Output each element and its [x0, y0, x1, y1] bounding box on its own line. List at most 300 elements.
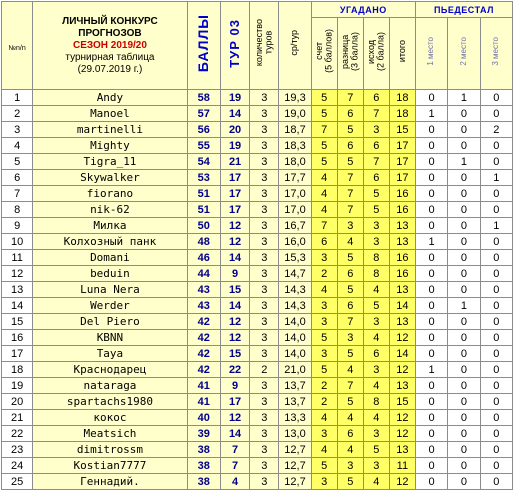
tour03-points-cell: 19 — [220, 138, 249, 154]
average-per-tour-cell: 14,0 — [279, 314, 311, 330]
total-points-cell: 55 — [187, 138, 220, 154]
tour03-points-cell: 17 — [220, 202, 249, 218]
first-place-count-cell: 0 — [415, 330, 447, 346]
average-per-tour-cell: 21,0 — [279, 362, 311, 378]
tour03-points-cell: 15 — [220, 282, 249, 298]
tour03-column-header: ТУР 03 — [220, 2, 249, 90]
guessed-score-cell: 5 — [311, 154, 337, 170]
third-place-count-cell: 0 — [480, 90, 512, 106]
average-per-tour-cell: 13,3 — [279, 410, 311, 426]
guessed-total-cell: 13 — [389, 378, 415, 394]
guessed-difference-cell: 7 — [337, 314, 363, 330]
row-number-cell: 1 — [2, 90, 33, 106]
tour03-points-cell: 15 — [220, 346, 249, 362]
row-number-cell: 7 — [2, 186, 33, 202]
first-place-count-cell: 0 — [415, 202, 447, 218]
participant-name-cell: martinelli — [33, 122, 187, 138]
tour03-points-cell: 7 — [220, 458, 249, 474]
guessed-total-cell: 16 — [389, 186, 415, 202]
guessed-outcome-cell: 3 — [363, 362, 389, 378]
guessed-difference-cell: 6 — [337, 106, 363, 122]
guessed-difference-cell: 5 — [337, 394, 363, 410]
average-per-tour-cell: 12,7 — [279, 474, 311, 490]
third-place-count-cell: 0 — [480, 186, 512, 202]
table-row — [2, 394, 513, 410]
table-row — [2, 170, 513, 186]
guessed-outcome-cell: 8 — [363, 266, 389, 282]
row-number-cell: 15 — [2, 314, 33, 330]
title-line-2: ПРОГНОЗОВ — [78, 27, 142, 39]
tours-count-cell: 3 — [250, 458, 279, 474]
table-row — [2, 282, 513, 298]
third-place-count-cell: 0 — [480, 474, 512, 490]
total-points-cell: 56 — [187, 122, 220, 138]
second-place-count-cell: 0 — [448, 346, 480, 362]
guessed-score-cell: 2 — [311, 394, 337, 410]
guessed-total-cell: 18 — [389, 106, 415, 122]
tour03-points-cell: 19 — [220, 90, 249, 106]
second-place-count-cell: 0 — [448, 186, 480, 202]
second-place-count-cell: 0 — [448, 378, 480, 394]
second-place-count-cell: 0 — [448, 362, 480, 378]
guessed-group-header: УГАДАНО — [311, 2, 415, 18]
participant-name-cell: Werder — [33, 298, 187, 314]
guessed-outcome-cell: 6 — [363, 346, 389, 362]
total-column-header: итого — [389, 18, 415, 90]
guessed-outcome-cell: 3 — [363, 234, 389, 250]
guessed-difference-cell: 5 — [337, 250, 363, 266]
total-points-cell: 38 — [187, 458, 220, 474]
guessed-outcome-cell: 6 — [363, 90, 389, 106]
guessed-difference-cell: 4 — [337, 362, 363, 378]
row-number-cell: 8 — [2, 202, 33, 218]
guessed-score-cell: 3 — [311, 474, 337, 490]
standings-table — [1, 1, 513, 490]
total-points-cell: 57 — [187, 106, 220, 122]
total-points-cell: 38 — [187, 442, 220, 458]
table-row — [2, 474, 513, 490]
tours-count-cell: 3 — [250, 90, 279, 106]
guessed-score-cell: 4 — [311, 410, 337, 426]
first-place-count-cell: 0 — [415, 298, 447, 314]
row-number-cell: 11 — [2, 250, 33, 266]
tour03-points-cell: 17 — [220, 394, 249, 410]
second-place-count-cell: 1 — [448, 298, 480, 314]
average-per-tour-cell: 13,7 — [279, 394, 311, 410]
third-place-count-cell: 0 — [480, 266, 512, 282]
first-place-count-cell: 0 — [415, 346, 447, 362]
third-place-count-cell: 0 — [480, 394, 512, 410]
first-place-count-cell: 0 — [415, 154, 447, 170]
third-place-count-cell: 0 — [480, 138, 512, 154]
tours-count-cell: 3 — [250, 170, 279, 186]
third-place-count-cell: 0 — [480, 346, 512, 362]
guessed-outcome-cell: 3 — [363, 122, 389, 138]
tours-count-cell: 3 — [250, 122, 279, 138]
table-row — [2, 138, 513, 154]
average-per-tour-cell: 14,3 — [279, 298, 311, 314]
table-row — [2, 442, 513, 458]
third-place-count-cell: 0 — [480, 410, 512, 426]
guessed-total-cell: 16 — [389, 202, 415, 218]
guessed-total-cell: 18 — [389, 90, 415, 106]
guessed-difference-cell: 5 — [337, 346, 363, 362]
row-number-cell: 10 — [2, 234, 33, 250]
average-per-tour-cell: 13,7 — [279, 378, 311, 394]
second-place-count-cell: 0 — [448, 250, 480, 266]
first-place-count-cell: 1 — [415, 106, 447, 122]
participant-name-cell: кокос — [33, 410, 187, 426]
guessed-total-cell: 12 — [389, 474, 415, 490]
guessed-outcome-cell: 5 — [363, 442, 389, 458]
average-per-tour-cell: 16,0 — [279, 234, 311, 250]
second-place-count-cell: 0 — [448, 106, 480, 122]
third-place-count-cell: 0 — [480, 106, 512, 122]
average-per-tour-cell: 14,0 — [279, 346, 311, 362]
guessed-difference-cell: 5 — [337, 474, 363, 490]
first-place-count-cell: 0 — [415, 282, 447, 298]
second-place-count-cell: 0 — [448, 394, 480, 410]
tour03-points-cell: 20 — [220, 122, 249, 138]
total-points-cell: 44 — [187, 266, 220, 282]
table-row — [2, 154, 513, 170]
participant-name-cell: Domani — [33, 250, 187, 266]
guessed-difference-cell: 7 — [337, 202, 363, 218]
guessed-outcome-cell: 5 — [363, 202, 389, 218]
guessed-difference-cell: 4 — [337, 234, 363, 250]
second-place-count-cell: 0 — [448, 474, 480, 490]
participant-name-cell: KBNN — [33, 330, 187, 346]
total-points-cell: 50 — [187, 218, 220, 234]
tours-count-cell: 3 — [250, 442, 279, 458]
guessed-outcome-cell: 4 — [363, 410, 389, 426]
participant-name-cell: Meatsich — [33, 426, 187, 442]
third-place-count-cell: 0 — [480, 442, 512, 458]
guessed-total-cell: 17 — [389, 154, 415, 170]
tours-count-cell: 3 — [250, 282, 279, 298]
tours-count-cell: 3 — [250, 218, 279, 234]
participant-name-cell: Taya — [33, 346, 187, 362]
total-points-cell: 48 — [187, 234, 220, 250]
tours-count-cell: 3 — [250, 474, 279, 490]
guessed-total-cell: 15 — [389, 394, 415, 410]
participant-name-cell: Andy — [33, 90, 187, 106]
tour03-points-cell: 12 — [220, 330, 249, 346]
tours-count-column-header: количество туров — [250, 2, 279, 90]
row-number-cell: 18 — [2, 362, 33, 378]
guessed-score-cell: 5 — [311, 138, 337, 154]
tours-count-cell: 3 — [250, 314, 279, 330]
guessed-difference-cell: 3 — [337, 218, 363, 234]
tours-count-cell: 3 — [250, 154, 279, 170]
first-place-column-header: 1 место — [415, 18, 447, 90]
total-points-cell: 41 — [187, 394, 220, 410]
first-place-count-cell: 0 — [415, 170, 447, 186]
guessed-outcome-cell: 4 — [363, 330, 389, 346]
average-per-tour-cell: 17,0 — [279, 186, 311, 202]
second-place-count-cell: 0 — [448, 314, 480, 330]
table-row — [2, 266, 513, 282]
total-points-cell: 42 — [187, 314, 220, 330]
guessed-outcome-cell: 3 — [363, 426, 389, 442]
second-place-count-cell: 0 — [448, 266, 480, 282]
participant-name-cell: Tigra_11 — [33, 154, 187, 170]
tour03-points-cell: 14 — [220, 250, 249, 266]
guessed-total-cell: 13 — [389, 442, 415, 458]
guessed-score-cell: 4 — [311, 442, 337, 458]
guessed-score-cell: 6 — [311, 234, 337, 250]
table-row — [2, 298, 513, 314]
guessed-total-cell: 15 — [389, 122, 415, 138]
first-place-count-cell: 1 — [415, 362, 447, 378]
guessed-outcome-cell: 6 — [363, 138, 389, 154]
title-line-1: ЛИЧНЫЙ КОНКУРС — [62, 15, 158, 27]
podium-group-header: ПЬЕДЕСТАЛ — [415, 2, 512, 18]
guessed-total-cell: 13 — [389, 282, 415, 298]
row-number-cell: 19 — [2, 378, 33, 394]
guessed-outcome-cell: 8 — [363, 394, 389, 410]
table-row — [2, 346, 513, 362]
average-per-tour-cell: 19,3 — [279, 90, 311, 106]
participant-name-cell: nik-62 — [33, 202, 187, 218]
tour03-points-cell: 17 — [220, 170, 249, 186]
guessed-outcome-cell: 5 — [363, 186, 389, 202]
guessed-difference-cell: 4 — [337, 442, 363, 458]
table-row — [2, 314, 513, 330]
standings-rows — [2, 90, 513, 490]
tours-count-cell: 3 — [250, 250, 279, 266]
participant-name-cell: spartachs1980 — [33, 394, 187, 410]
third-place-count-cell: 2 — [480, 122, 512, 138]
total-points-cell: 43 — [187, 298, 220, 314]
participant-name-cell: Kostian7777 — [33, 458, 187, 474]
first-place-count-cell: 0 — [415, 314, 447, 330]
guessed-total-cell: 12 — [389, 426, 415, 442]
row-number-cell: 20 — [2, 394, 33, 410]
tour03-points-cell: 9 — [220, 378, 249, 394]
row-number-cell: 9 — [2, 218, 33, 234]
guessed-difference-cell: 3 — [337, 458, 363, 474]
third-place-count-cell: 0 — [480, 250, 512, 266]
row-number-cell: 24 — [2, 458, 33, 474]
participant-name-cell: Luna Nera — [33, 282, 187, 298]
first-place-count-cell: 0 — [415, 474, 447, 490]
table-row — [2, 426, 513, 442]
third-place-count-cell: 0 — [480, 234, 512, 250]
average-per-tour-cell: 12,7 — [279, 458, 311, 474]
row-number-cell: 3 — [2, 122, 33, 138]
tours-count-cell: 3 — [250, 410, 279, 426]
row-number-cell: 22 — [2, 426, 33, 442]
tour03-points-cell: 14 — [220, 426, 249, 442]
tour03-points-cell: 14 — [220, 106, 249, 122]
row-number-cell: 14 — [2, 298, 33, 314]
guessed-score-cell: 3 — [311, 426, 337, 442]
guessed-score-cell: 3 — [311, 346, 337, 362]
first-place-count-cell: 0 — [415, 442, 447, 458]
guessed-total-cell: 16 — [389, 250, 415, 266]
second-place-count-cell: 1 — [448, 90, 480, 106]
third-place-count-cell: 0 — [480, 426, 512, 442]
guessed-score-cell: 4 — [311, 202, 337, 218]
guessed-outcome-cell: 4 — [363, 378, 389, 394]
guessed-score-cell: 5 — [311, 90, 337, 106]
guessed-difference-cell: 5 — [337, 282, 363, 298]
first-place-count-cell: 0 — [415, 218, 447, 234]
total-points-cell: 42 — [187, 362, 220, 378]
row-number-cell: 23 — [2, 442, 33, 458]
second-place-column-header: 2 место — [448, 18, 480, 90]
guessed-score-cell: 3 — [311, 250, 337, 266]
tours-count-cell: 3 — [250, 378, 279, 394]
total-points-cell: 40 — [187, 410, 220, 426]
tours-count-cell: 3 — [250, 266, 279, 282]
total-points-cell: 39 — [187, 426, 220, 442]
participant-name-cell: beduin — [33, 266, 187, 282]
participant-name-cell: Колхозный панк — [33, 234, 187, 250]
second-place-count-cell: 0 — [448, 234, 480, 250]
second-place-count-cell: 0 — [448, 202, 480, 218]
tours-count-cell: 3 — [250, 234, 279, 250]
guessed-score-cell: 4 — [311, 186, 337, 202]
second-place-count-cell: 0 — [448, 410, 480, 426]
difference-column-header: разница (3 балла) — [337, 18, 363, 90]
guessed-score-cell: 5 — [311, 458, 337, 474]
table-row — [2, 362, 513, 378]
table-row — [2, 378, 513, 394]
average-per-tour-cell: 18,0 — [279, 154, 311, 170]
tours-count-cell: 3 — [250, 106, 279, 122]
table-row — [2, 202, 513, 218]
tour03-points-cell: 14 — [220, 298, 249, 314]
guessed-outcome-cell: 7 — [363, 106, 389, 122]
tours-count-cell: 3 — [250, 330, 279, 346]
guessed-score-cell: 2 — [311, 266, 337, 282]
total-points-cell: 43 — [187, 282, 220, 298]
season-label: СЕЗОН 2019/20 — [72, 39, 147, 51]
second-place-count-cell: 0 — [448, 458, 480, 474]
guessed-difference-cell: 5 — [337, 154, 363, 170]
tour03-points-cell: 9 — [220, 266, 249, 282]
first-place-count-cell: 0 — [415, 138, 447, 154]
second-place-count-cell: 0 — [448, 442, 480, 458]
guessed-difference-cell: 3 — [337, 330, 363, 346]
guessed-difference-cell: 7 — [337, 90, 363, 106]
second-place-count-cell: 0 — [448, 330, 480, 346]
first-place-count-cell: 0 — [415, 410, 447, 426]
contest-title-block — [33, 2, 187, 90]
guessed-score-cell: 2 — [311, 378, 337, 394]
guessed-total-cell: 13 — [389, 314, 415, 330]
third-place-count-cell: 0 — [480, 362, 512, 378]
total-points-cell: 46 — [187, 250, 220, 266]
guessed-total-cell: 12 — [389, 330, 415, 346]
guessed-total-cell: 13 — [389, 234, 415, 250]
row-number-cell: 17 — [2, 346, 33, 362]
table-row — [2, 106, 513, 122]
guessed-total-cell: 12 — [389, 362, 415, 378]
participant-name-cell: Геннадий. — [33, 474, 187, 490]
guessed-difference-cell: 7 — [337, 186, 363, 202]
average-per-tour-cell: 17,0 — [279, 202, 311, 218]
table-row — [2, 250, 513, 266]
table-row — [2, 458, 513, 474]
guessed-total-cell: 17 — [389, 138, 415, 154]
guessed-score-cell: 5 — [311, 330, 337, 346]
guessed-outcome-cell: 3 — [363, 458, 389, 474]
tour03-points-cell: 4 — [220, 474, 249, 490]
tours-count-cell: 3 — [250, 298, 279, 314]
guessed-total-cell: 14 — [389, 298, 415, 314]
outcome-column-header: исход (2 балла) — [363, 18, 389, 90]
second-place-count-cell: 0 — [448, 426, 480, 442]
total-points-cell: 53 — [187, 170, 220, 186]
row-number-cell: 2 — [2, 106, 33, 122]
guessed-total-cell: 14 — [389, 346, 415, 362]
second-place-count-cell: 0 — [448, 218, 480, 234]
participant-name-cell: Милка — [33, 218, 187, 234]
third-place-count-cell: 0 — [480, 330, 512, 346]
second-place-count-cell: 0 — [448, 138, 480, 154]
table-row — [2, 330, 513, 346]
row-number-cell: 5 — [2, 154, 33, 170]
first-place-count-cell: 0 — [415, 122, 447, 138]
guessed-outcome-cell: 3 — [363, 218, 389, 234]
row-number-cell: 4 — [2, 138, 33, 154]
participant-name-cell: Del Piero — [33, 314, 187, 330]
tour03-points-cell: 17 — [220, 186, 249, 202]
guessed-difference-cell: 5 — [337, 122, 363, 138]
guessed-difference-cell: 6 — [337, 426, 363, 442]
row-number-cell: 13 — [2, 282, 33, 298]
tour03-points-cell: 7 — [220, 442, 249, 458]
participant-name-cell: Skywalker — [33, 170, 187, 186]
average-per-tour-cell: 12,7 — [279, 442, 311, 458]
points-column-header: БАЛЛЫ — [187, 2, 220, 90]
third-place-count-cell: 0 — [480, 282, 512, 298]
third-place-count-cell: 0 — [480, 378, 512, 394]
second-place-count-cell: 1 — [448, 154, 480, 170]
guessed-score-cell: 7 — [311, 218, 337, 234]
tour03-points-cell: 12 — [220, 314, 249, 330]
first-place-count-cell: 0 — [415, 186, 447, 202]
table-row — [2, 90, 513, 106]
third-place-count-cell: 1 — [480, 218, 512, 234]
guessed-outcome-cell: 3 — [363, 314, 389, 330]
tour03-points-cell: 12 — [220, 218, 249, 234]
average-per-tour-cell: 18,7 — [279, 122, 311, 138]
total-points-cell: 38 — [187, 474, 220, 490]
participant-name-cell: fiorano — [33, 186, 187, 202]
participant-name-cell: nataraga — [33, 378, 187, 394]
average-per-tour-cell: 14,0 — [279, 330, 311, 346]
second-place-count-cell: 0 — [448, 122, 480, 138]
second-place-count-cell: 0 — [448, 282, 480, 298]
second-place-count-cell: 0 — [448, 170, 480, 186]
guessed-score-cell: 4 — [311, 282, 337, 298]
participant-name-cell: dimitrossm — [33, 442, 187, 458]
participant-name-cell: Mighty — [33, 138, 187, 154]
first-place-count-cell: 0 — [415, 426, 447, 442]
number-column-header: №n/n — [2, 2, 33, 90]
guessed-difference-cell: 7 — [337, 378, 363, 394]
third-place-count-cell: 0 — [480, 458, 512, 474]
guessed-outcome-cell: 4 — [363, 474, 389, 490]
guessed-total-cell: 11 — [389, 458, 415, 474]
tour03-points-cell: 22 — [220, 362, 249, 378]
table-row — [2, 410, 513, 426]
third-place-count-cell: 0 — [480, 202, 512, 218]
